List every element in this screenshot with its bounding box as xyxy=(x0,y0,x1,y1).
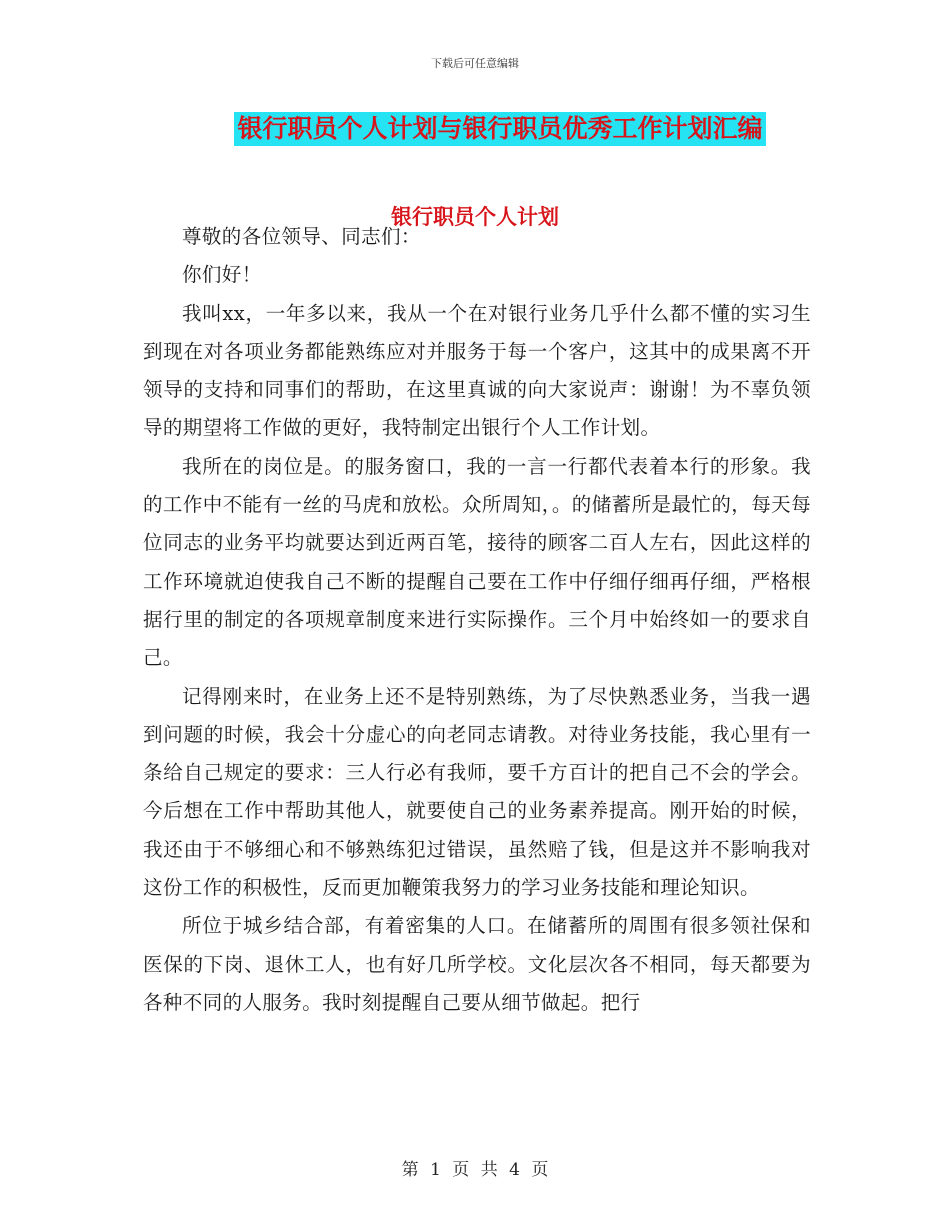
paragraph-introduction: 我叫xx，一年多以来，我从一个在对银行业务几乎什么都不懂的实习生到现在对各项业务都能熟练应对并服务于每一个客户，这其中的成果离不开领导的支持和同事们的帮助，在这里真诚的向大家说声：谢谢！为不辜负领导的期望将工作做的更好，我特制定出银行个人工作计划。 xyxy=(143,301,811,440)
paragraph-position: 我所在的岗位是。的服务窗口，我的一言一行都代表着本行的形象。我的工作中不能有一丝的马虎和放松。众所周知，。的储蓄所是最忙的，每天每位同志的业务平均就要达到近两百笔，接待的顾客二百人左右，因此这样的工作环境就迫使我自己不断的提醒自己要在工作中仔细仔细再仔细，严格根据行里的制定的各项规章制度来进行实际操作。三个月中始终如一的要求自己。 xyxy=(143,454,811,670)
paragraph-location: 所位于城乡结合部，有着密集的人口。在储蓄所的周围有很多领社保和医保的下岗、退休工人，也有好几所学校。文化层次各不相同，每天都要为各种不同的人服务。我时刻提醒自己要从细节做起。把行 xyxy=(143,914,811,1014)
section-title: 银行职员个人计划 xyxy=(391,204,559,229)
page-header-note: 下载后可任意编辑 xyxy=(431,57,519,70)
page-number: 第 1 页 共 4 页 xyxy=(401,1160,549,1180)
document-title: 银行职员个人计划与银行职员优秀工作计划汇编 xyxy=(234,112,765,146)
paragraph-greeting: 你们好！ xyxy=(182,263,262,287)
paragraph-learning: 记得刚来时，在业务上还不是特别熟练，为了尽快熟悉业务，当我一遇到问题的时候，我会十分虚心的向老同志请教。对待业务技能，我心里有一条给自己规定的要求：三人行必有我师，要千方百计的把自己不会的学会。今后想在工作中帮助其他人，就要使自己的业务素养提高。刚开始的时候，我还由于不够细心和不够熟练犯过错误，虽然赔了钱，但是这并不影响我对这份工作的积极性，反而更加鞭策我努力的学习业务技能和理论知识。 xyxy=(143,684,811,900)
document-body xyxy=(143,218,811,1022)
paragraph-salutation: 尊敬的各位领导、同志们： xyxy=(182,225,421,248)
document-title-container xyxy=(0,112,950,146)
